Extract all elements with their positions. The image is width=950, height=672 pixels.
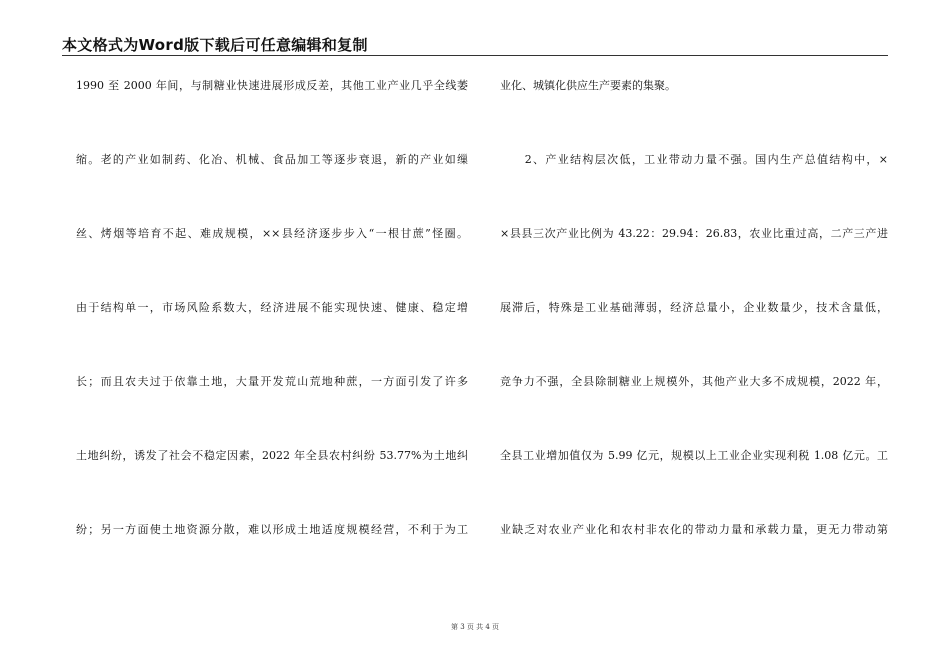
right-line-4: 展滞后，特殊是工业基础薄弱，经济总量小，企业数量少，技术含量低， xyxy=(500,301,888,314)
left-line-1: 1990 至 2000 年间，与制糖业快速进展形成反差，其他工业产业几乎全线萎 xyxy=(76,79,468,92)
left-line-7: 纷；另一方面使土地资源分散，难以形成土地适度规模经营，不利于为工 xyxy=(76,523,468,536)
left-line-3: 丝、烤烟等培育不起、难成规模，××县经济逐步步入“一根甘蔗”怪圈。 xyxy=(76,227,468,240)
right-line-2: 2、产业结构层次低，工业带动力量不强。国内生产总值结构中，× xyxy=(500,153,888,166)
left-line-4: 由于结构单一，市场风险系数大，经济进展不能实现快速、健康、稳定增 xyxy=(76,301,468,314)
page-number-footer: 第 3 页 共 4 页 xyxy=(450,623,500,631)
left-line-5: 长；而且农夫过于依靠土地，大量开发荒山荒地种蔗，一方面引发了许多 xyxy=(76,375,468,388)
header-divider xyxy=(62,55,888,56)
page-header-title: 本文格式为Word版下载后可任意编辑和复制 xyxy=(62,36,368,54)
right-line-5: 竞争力不强，全县除制糖业上规模外，其他产业大多不成规模，2022 年， xyxy=(500,375,888,388)
right-line-3: ×县县三次产业比例为 43.22：29.94：26.83，农业比重过高，二产三产进 xyxy=(500,227,888,240)
left-line-2: 缩。老的产业如制药、化冶、机械、食品加工等逐步衰退，新的产业如缫 xyxy=(76,153,468,166)
right-line-6: 全县工业增加值仅为 5.99 亿元，规模以上工业企业实现利税 1.08 亿元。工 xyxy=(500,449,888,462)
right-line-7: 业缺乏对农业产业化和农村非农化的带动力量和承载力量，更无力带动第 xyxy=(500,523,888,536)
right-line-1: 业化、城镇化供应生产要素的集聚。 xyxy=(500,79,676,92)
left-line-6: 土地纠纷，诱发了社会不稳定因素，2022 年全县农村纠纷 53.77%为土地纠 xyxy=(76,449,468,462)
